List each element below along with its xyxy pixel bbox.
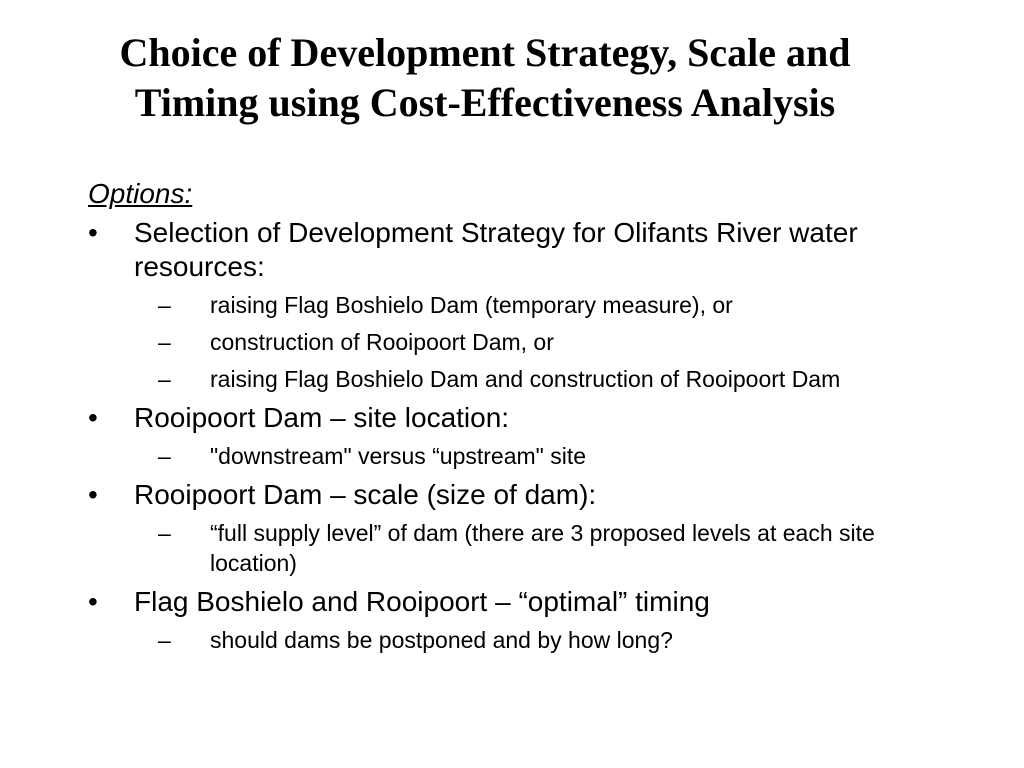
sub-item-text: “full supply level” of dam (there are 3 proposed levels at each site location) xyxy=(210,520,875,576)
dash-mark: – xyxy=(158,520,171,546)
bullet-group-timing xyxy=(88,585,948,655)
sub-item-text: raising Flag Boshielo Dam and construction of Rooipoort Dam xyxy=(210,366,841,392)
dash-mark: – xyxy=(158,443,171,469)
bullet-item xyxy=(88,216,948,284)
dash-mark: – xyxy=(158,366,171,392)
sub-item xyxy=(88,518,948,578)
slide-title xyxy=(40,28,930,128)
bullet-mark: • xyxy=(88,586,98,617)
sub-list xyxy=(88,518,948,578)
bullet-group-site-location xyxy=(88,401,948,471)
sub-item xyxy=(88,441,948,471)
dash-mark: – xyxy=(158,329,171,355)
bullet-item xyxy=(88,585,948,619)
bullet-mark: • xyxy=(88,217,98,248)
sub-item xyxy=(88,625,948,655)
bullet-mark: • xyxy=(88,402,98,433)
sub-item xyxy=(88,327,948,357)
bullet-group-scale xyxy=(88,478,948,578)
bullet-text: Rooipoort Dam – scale (size of dam): xyxy=(134,479,597,510)
slide-title-line-2: Timing using Cost-Effectiveness Analysis xyxy=(134,80,836,125)
sub-list xyxy=(88,441,948,471)
sub-list xyxy=(88,290,948,394)
sub-item xyxy=(88,364,948,394)
bullet-mark: • xyxy=(88,479,98,510)
dash-mark: – xyxy=(158,292,171,318)
bullet-item xyxy=(88,401,948,435)
sub-list xyxy=(88,625,948,655)
bullet-item xyxy=(88,478,948,512)
options-heading: Options: xyxy=(88,178,193,209)
dash-mark: – xyxy=(158,627,171,653)
sub-item-text: construction of Rooipoort Dam, or xyxy=(210,329,554,355)
slide-title-line-1: Choice of Development Strategy, Scale and xyxy=(119,30,851,75)
bullet-group-development-strategy xyxy=(88,216,948,394)
sub-item-text: should dams be postponed and by how long? xyxy=(210,627,673,653)
bullet-text: Rooipoort Dam – site location: xyxy=(134,402,510,433)
slide-content xyxy=(88,176,948,662)
sub-item xyxy=(88,290,948,320)
sub-item-text: "downstream" versus “upstream" site xyxy=(210,443,587,469)
bullet-text: Flag Boshielo and Rooipoort – “optimal” timing xyxy=(134,586,710,617)
sub-item-text: raising Flag Boshielo Dam (temporary measure), or xyxy=(210,292,733,318)
bullet-text: Selection of Development Strategy for Olifants River water resources: xyxy=(134,217,858,282)
